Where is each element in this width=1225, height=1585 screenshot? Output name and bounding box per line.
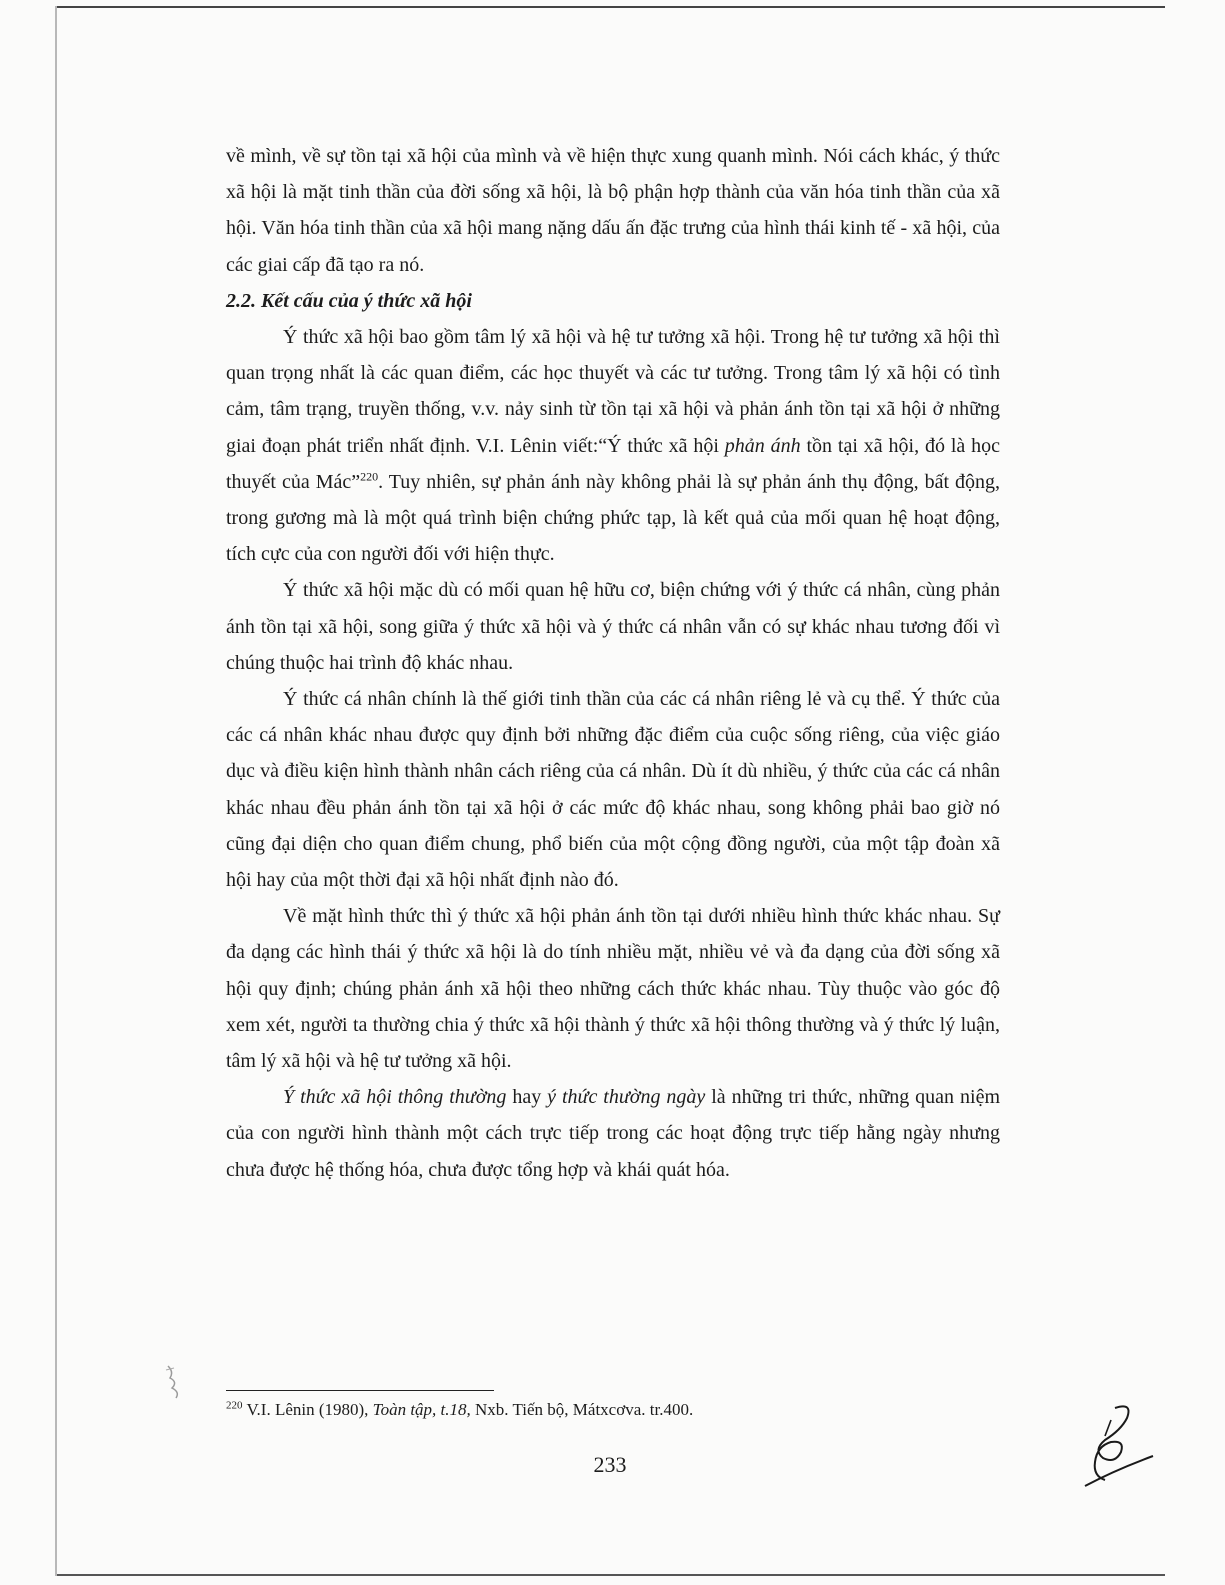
scan-edge-bottom (55, 1574, 1165, 1576)
paragraph-2: Ý thức xã hội bao gồm tâm lý xã hội và hệ tư tưởng xã hội. Trong hệ tư tưởng xã hội thì quan trọng nhất là các quan điểm, các học thuyết và các tư tưởng. Trong tâm lý xã hội có tình cảm, tâm trạng, truyền thống, v.v. nảy sinh từ tồn tại xã hội và phản ánh tồn tại xã hội ở những giai đoạn phát triển nhất định. V.I. Lênin viết:“Ý thức xã hội phản ánh tồn tại xã hội, đó là học thuyết của Mác”$^{220}$. Tuy nhiên, sự phản ánh này không phải là sự phản ánh thụ động, bất động, trong gương mà là một quá trình biện chứng phức tạp, là kết quả của mối quan hệ hoạt động, tích cực của con người đối với hiện thực. (226, 326, 1000, 566)
italic-term: Ý thức xã hội thông thường (283, 1086, 507, 1109)
footnote-number: 220 (226, 1399, 243, 1412)
footnote-title: Toàn tập, t.18, (372, 1400, 471, 1419)
paragraph-6: Ý thức xã hội thông thường hay ý thức thường ngày là những tri thức, những quan niệm của con người hình thành một cách trực tiếp trong các hoạt động trực tiếp hằng ngày nhưng chưa được hệ thống hóa, chưa được tổng hợp và khái quát hóa. (226, 1086, 1000, 1181)
paragraph-5: Về mặt hình thức thì ý thức xã hội phản ánh tồn tại dưới nhiều hình thức khác nhau. Sự đa dạng các hình thái ý thức xã hội là do tính nhiều mặt, nhiều vẻ và đa dạng của đời sống xã hội quy định; chúng phản ánh xã hội theo những cách thức khác nhau. Tùy thuộc vào góc độ xem xét, người ta thường chia ý thức xã hội thành ý thức xã hội thông thường và ý thức lý luận, tâm lý xã hội và hệ tư tưởng xã hội. (226, 905, 1000, 1073)
footnote: $^{220}$ V.I. Lênin (1980), Toàn tập, t.18, Nxb. Tiến bộ, Mátxcơva. tr.400. (226, 1399, 694, 1419)
handwritten-signature-icon (1075, 1400, 1155, 1495)
margin-scribble-icon (160, 1362, 190, 1402)
paragraph-1: về mình, về sự tồn tại xã hội của mình và về hiện thực xung quanh mình. Nói cách khác, ý thức xã hội là mặt tinh thần của đời sống xã hội, là bộ phận hợp thành của văn hóa tinh thần của xã hội. Văn hóa tinh thần của xã hội mang nặng dấu ấn đặc trưng của hình thái kinh tế - xã hội, của các giai cấp đã tạo ra nó. (226, 145, 1000, 276)
footnote-reference[interactable]: 220 (360, 469, 379, 484)
italic-term: ý thức thường ngày (547, 1086, 706, 1109)
paragraph-3: Ý thức xã hội mặc dù có mối quan hệ hữu cơ, biện chứng với ý thức cá nhân, cùng phản ánh tồn tại xã hội, song giữa ý thức xã hội và ý thức cá nhân vẫn có sự khác nhau tương đối vì chúng thuộc hai trình độ khác nhau. (226, 579, 1000, 674)
scan-edge-left (55, 6, 57, 1576)
body-text (226, 138, 1000, 1188)
footnote-divider (226, 1390, 494, 1391)
italic-term: phản ánh (724, 434, 801, 457)
paragraph-4: Ý thức cá nhân chính là thế giới tinh thần của các cá nhân riêng lẻ và cụ thể. Ý thức của các cá nhân khác nhau được quy định bởi những đặc điểm của cuộc sống riêng, của việc giáo dục và điều kiện hình thành nhân cách riêng của cá nhân. Dù ít dù nhiều, ý thức của các cá nhân khác nhau đều phản ánh tồn tại xã hội ở các mức độ khác nhau, song không phải bao giờ nó cũng đại diện cho quan điểm chung, phổ biến của một cộng đồng người, của một tập đoàn xã hội hay của một thời đại xã hội nhất định nào đó. (226, 688, 1000, 892)
scan-edge-top (55, 6, 1165, 8)
section-heading: 2.2. Kết cấu của ý thức xã hội (226, 289, 472, 312)
page-number: 233 (593, 1452, 627, 1477)
